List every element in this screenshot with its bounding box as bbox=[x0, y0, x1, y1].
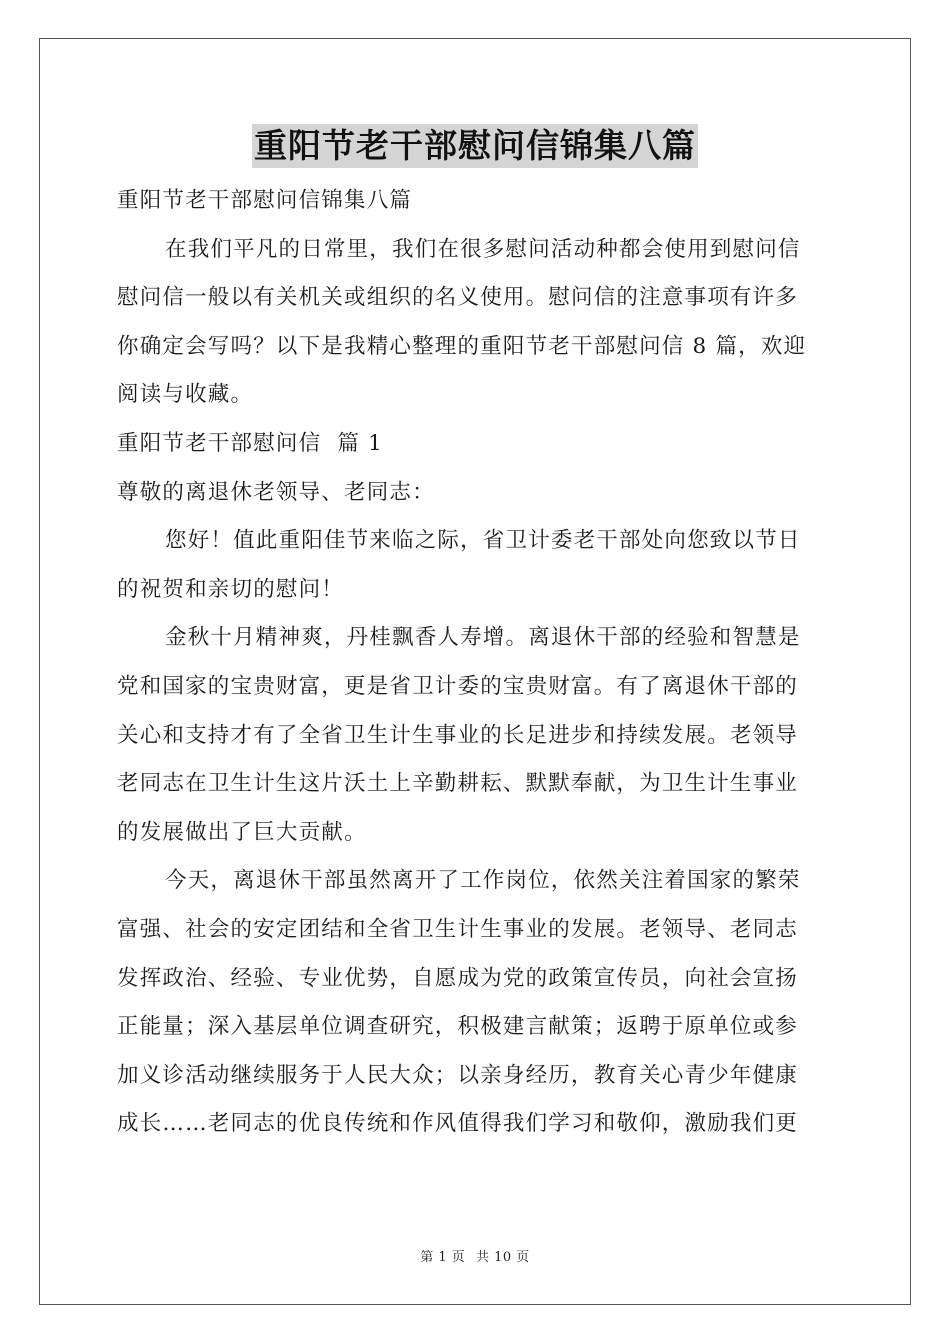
text-line: 金秋十月精神爽，丹桂飘香人寿增。离退休干部的经验和智慧是 bbox=[165, 625, 801, 651]
text-line: 今天，离退休干部虽然离开了工作岗位，依然关注着国家的繁荣 bbox=[165, 868, 801, 894]
text-line: 加义诊活动继续服务于人民大众；以亲身经历，教育关心青少年健康 bbox=[117, 1062, 799, 1088]
text-line: 的发展做出了巨大贡献。 bbox=[117, 819, 367, 845]
text-line: 关心和支持才有了全省卫生计生事业的长足进步和持续发展。老领导 bbox=[117, 722, 799, 748]
section-heading: 重阳节老干部慰问信 篇 1 bbox=[117, 430, 383, 456]
body-paragraph-1 bbox=[117, 614, 835, 857]
text-line: 富强、社会的安定团结和全省卫生计生事业的发展。老领导、老同志 bbox=[117, 916, 799, 942]
text-line: 正能量；深入基层单位调查研究，积极建言献策；返聘于原单位或参 bbox=[117, 1014, 799, 1040]
text-line: 老同志在卫生计生这片沃土上辛勤耕耘、默默奉献，为卫生计生事业 bbox=[117, 771, 799, 797]
text-line: 您好！值此重阳佳节来临之际，省卫计委老干部处向您致以节日 bbox=[165, 528, 801, 554]
page-footer bbox=[0, 1246, 950, 1265]
page-total: 共 10 页 bbox=[475, 1250, 530, 1265]
page-number: 第 1 页 bbox=[420, 1250, 466, 1265]
text-line: 阅读与收藏。 bbox=[117, 382, 254, 408]
text-line: 慰问信一般以有关机关或组织的名义使用。慰问信的注意事项有许多 bbox=[117, 285, 799, 311]
document-body bbox=[117, 177, 835, 1149]
text-line: 你确定会写吗？以下是我精心整理的重阳节老干部慰问信 8 篇，欢迎 bbox=[117, 333, 807, 359]
text-line: 在我们平凡的日常里，我们在很多慰问活动种都会使用到慰问信 bbox=[165, 236, 801, 262]
salutation: 尊敬的离退休老领导、老同志： bbox=[117, 479, 435, 505]
text-line: 的祝贺和亲切的慰问！ bbox=[117, 576, 345, 602]
document-subtitle: 重阳节老干部慰问信锦集八篇 bbox=[117, 188, 413, 213]
intro-paragraph bbox=[117, 226, 835, 420]
text-line: 成长……老同志的优良传统和作风值得我们学习和敬仰，激励我们更 bbox=[117, 1111, 799, 1137]
greeting-paragraph bbox=[117, 517, 835, 614]
text-line: 党和国家的宝贵财富，更是省卫计委的宝贵财富。有了离退休干部的 bbox=[117, 673, 799, 699]
text-line: 发挥政治、经验、专业优势，自愿成为党的政策宣传员，向社会宣扬 bbox=[117, 965, 799, 991]
title-container bbox=[0, 124, 950, 168]
document-title: 重阳节老干部慰问信锦集八篇 bbox=[252, 124, 698, 168]
body-paragraph-2 bbox=[117, 857, 835, 1149]
